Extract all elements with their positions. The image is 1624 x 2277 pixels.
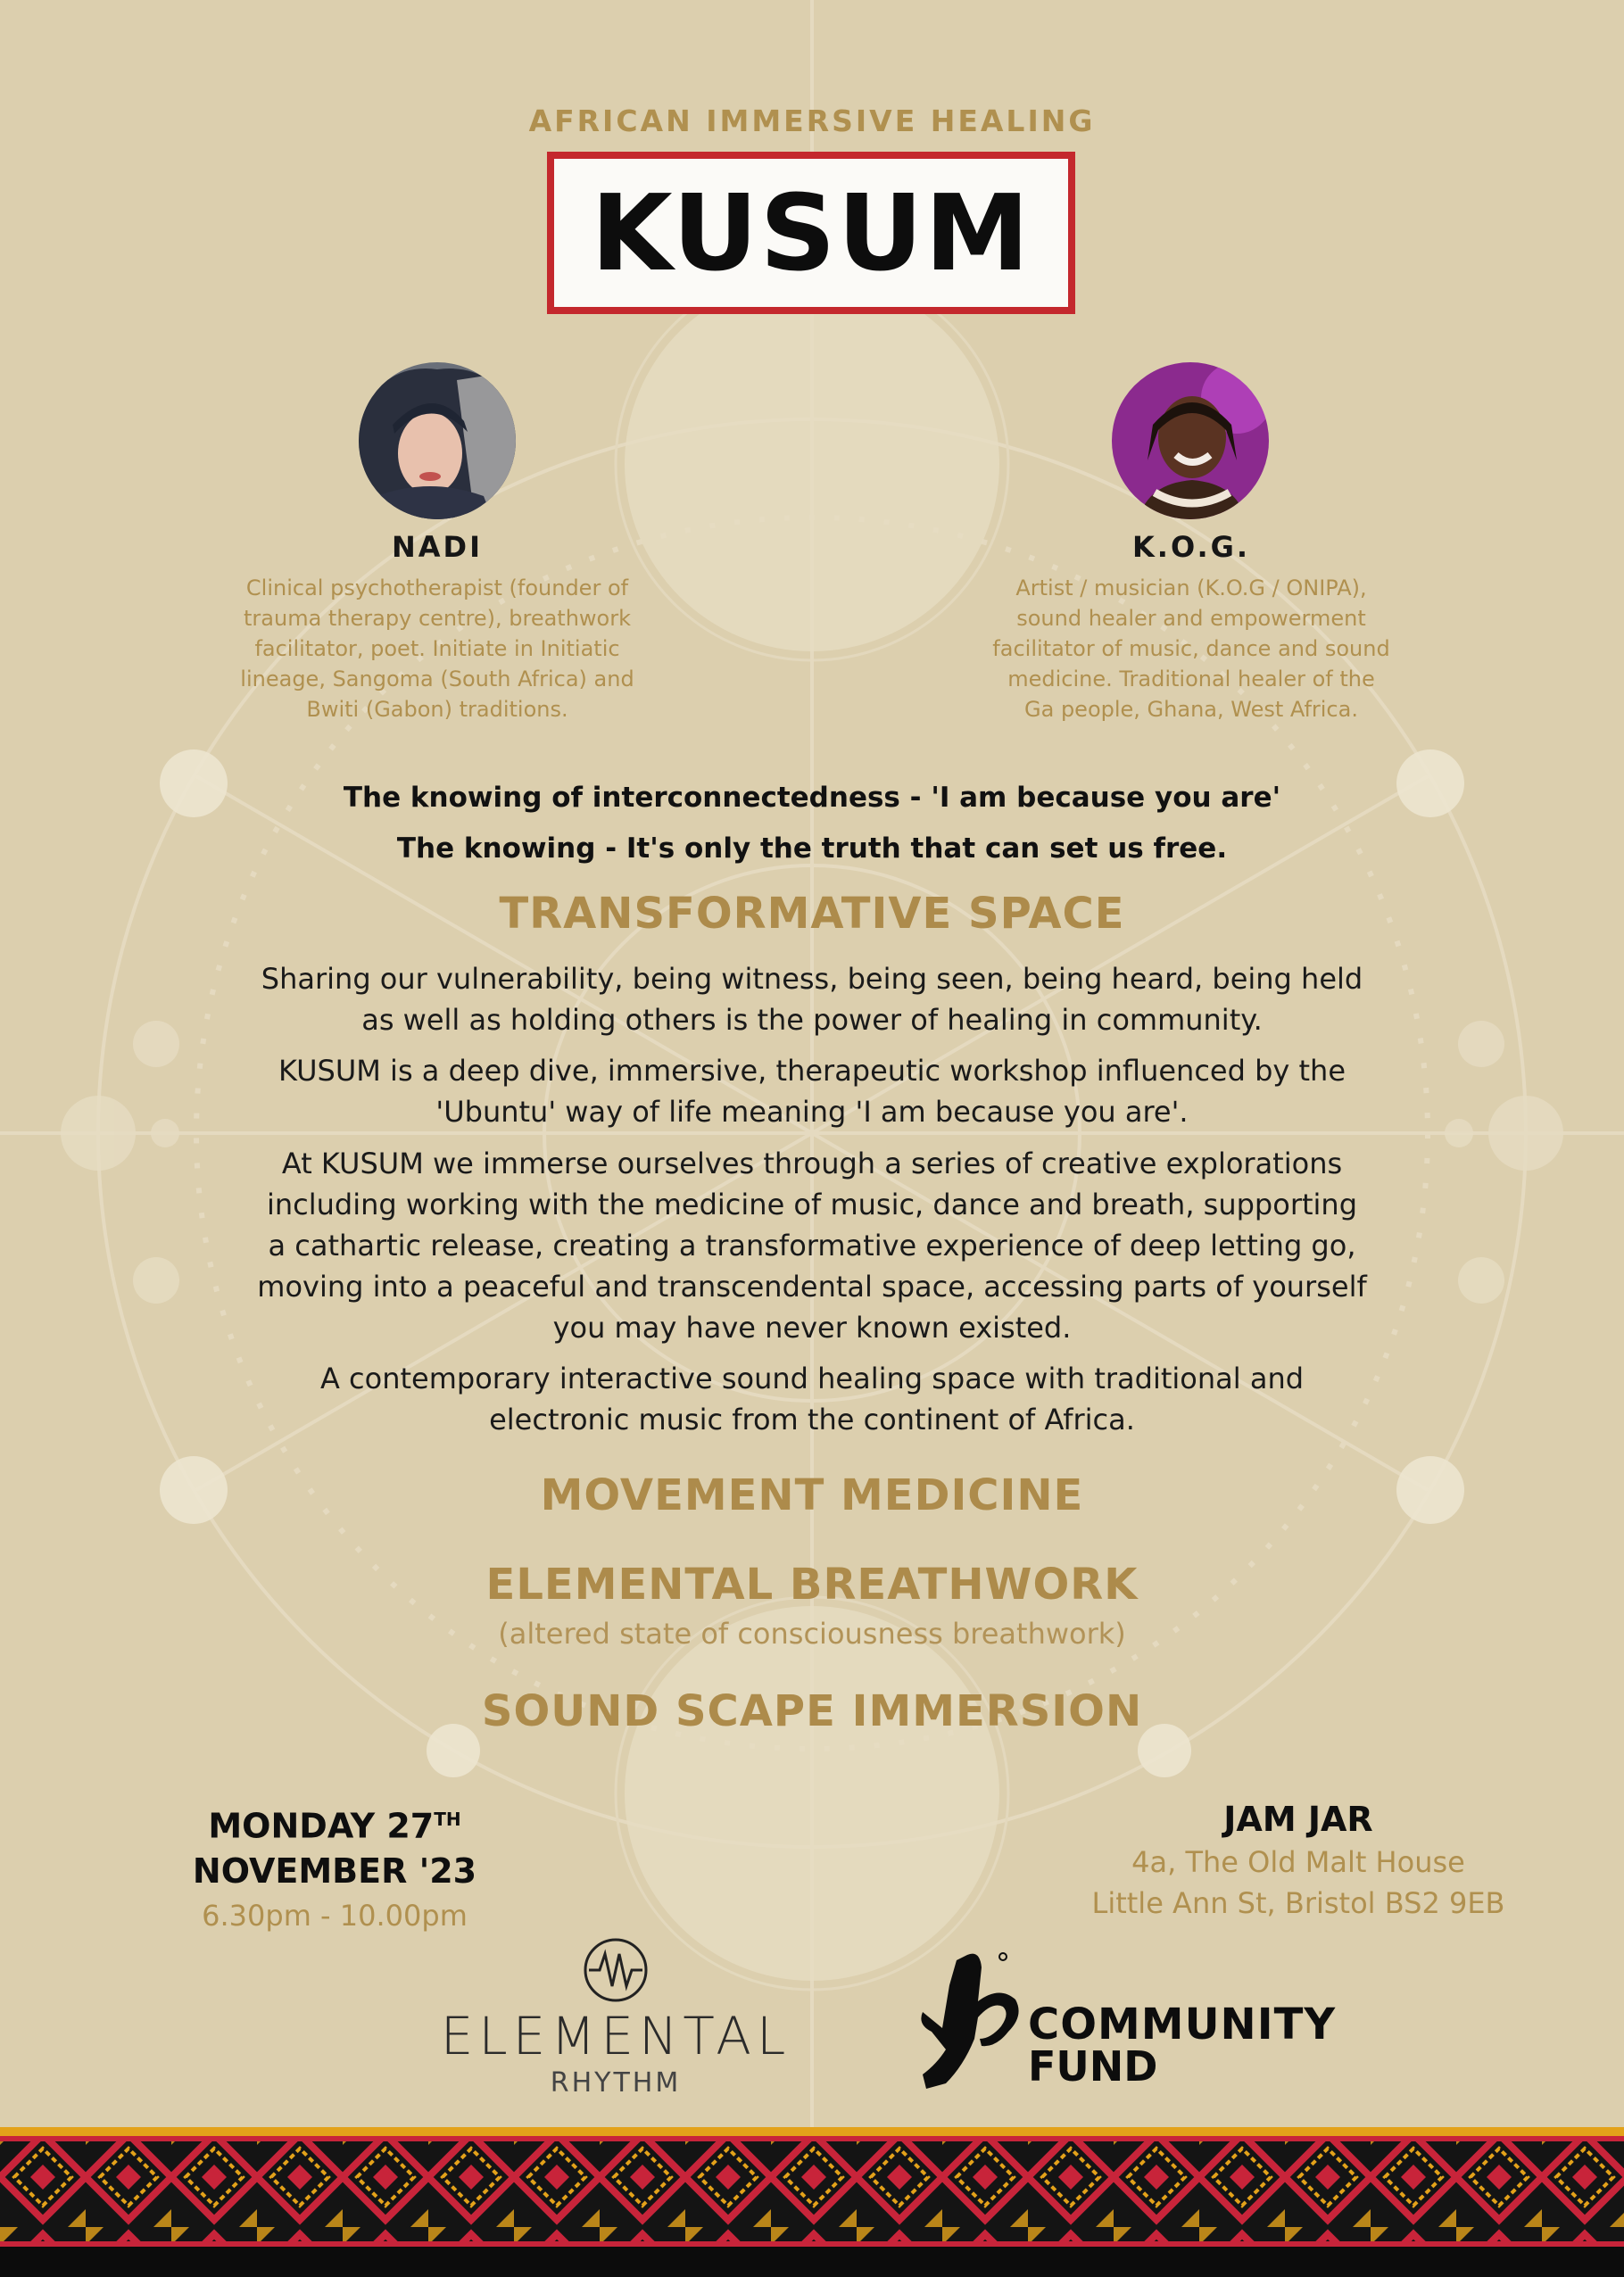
person-name-nadi: NADI <box>391 530 483 564</box>
paragraph-line: a cathartic release, creating a transformative experience of deep letting go, <box>268 1229 1356 1263</box>
paragraph-sound-healing <box>232 1358 1392 1440</box>
offering-elemental-breathwork: ELEMENTAL BREATHWORK <box>485 1560 1139 1610</box>
elemental-wave-icon <box>582 1936 650 2004</box>
bio-line: lineage, Sangoma (South Africa) and <box>240 667 634 691</box>
event-kicker: AFRICAN IMMERSIVE HEALING <box>528 104 1096 138</box>
paragraph-line: including working with the medicine of music, dance and breath, supporting <box>266 1188 1357 1221</box>
lottery-hand-icon <box>910 1950 1026 2092</box>
bio-line: sound healer and empowerment <box>1016 606 1366 631</box>
bio-line: Artist / musician (K.O.G / ONIPA), <box>1015 575 1367 600</box>
elemental-rhythm-logo <box>437 1936 794 2106</box>
event-date-line1 <box>134 1797 535 1849</box>
quote-truth: The knowing - It's only the truth that can set us free. <box>396 832 1228 865</box>
portrait-kog-image <box>1112 362 1269 519</box>
paragraph-line: as well as holding others is the power of healing in community. <box>361 1003 1263 1037</box>
event-title: KUSUM <box>591 171 1032 294</box>
elemental-logo-text: ELEMENTAL <box>440 2006 791 2066</box>
venue-block <box>1053 1797 1544 1924</box>
person-name-kog: K.O.G. <box>1131 530 1251 564</box>
title-frame <box>547 152 1075 314</box>
elemental-logo-subtext: RHYTHM <box>550 2067 682 2099</box>
community-fund-text-line2: FUND <box>1028 2042 1158 2091</box>
bio-line: Ga people, Ghana, West Africa. <box>1024 697 1358 722</box>
event-date-block <box>134 1797 535 1938</box>
paragraph-line: 'Ubuntu' way of life meaning 'I am because you are'. <box>435 1095 1189 1129</box>
bio-line: medicine. Traditional healer of the <box>1007 667 1375 691</box>
quote-interconnectedness: The knowing of interconnectedness - 'I am because you are' <box>343 782 1281 814</box>
paragraph-vulnerability <box>232 958 1392 1040</box>
paragraph-line: Sharing our vulnerability, being witness, being seen, being heard, being held <box>261 962 1363 996</box>
venue-address-line1: 4a, The Old Malt House <box>1131 1845 1465 1879</box>
paragraph-immersion <box>232 1143 1392 1348</box>
community-fund-logo <box>910 1950 1356 2092</box>
paragraph-line: A contemporary interactive sound healing space with traditional and <box>319 1362 1305 1395</box>
bio-line: Bwiti (Gabon) traditions. <box>306 697 568 722</box>
paragraph-line: you may have never known existed. <box>552 1311 1072 1345</box>
event-time: 6.30pm - 10.00pm <box>202 1898 468 1933</box>
event-date-line2: NOVEMBER '23 <box>192 1851 477 1891</box>
event-date-suffix: TH <box>434 1809 461 1830</box>
paragraph-line: electronic music from the continent of Africa. <box>489 1403 1135 1437</box>
person-bio-nadi <box>205 573 669 724</box>
section-heading-transformative-space: TRANSFORMATIVE SPACE <box>499 889 1125 939</box>
person-bio-kog <box>959 573 1423 724</box>
bio-line: facilitator, poet. Initiate in Initiatic <box>254 636 620 661</box>
avatar-nadi <box>359 362 516 519</box>
african-pattern-border <box>0 2127 1624 2277</box>
avatar-kog <box>1112 362 1269 519</box>
offering-breathwork-note: (altered state of consciousness breathwork) <box>498 1617 1126 1651</box>
portrait-nadi-image <box>359 362 516 519</box>
paragraph-line: KUSUM is a deep dive, immersive, therapeutic workshop influenced by the <box>278 1054 1346 1088</box>
venue-address-line2: Little Ann St, Bristol BS2 9EB <box>1091 1886 1505 1920</box>
offering-movement-medicine: MOVEMENT MEDICINE <box>540 1470 1084 1520</box>
paragraph-line: moving into a peaceful and transcendental space, accessing parts of yourself <box>257 1270 1367 1304</box>
paragraph-ubuntu <box>232 1050 1392 1132</box>
event-date-day: MONDAY 27 <box>208 1806 435 1846</box>
community-fund-text-line1: COMMUNITY <box>1028 2000 1337 2049</box>
offering-sound-scape-immersion: SOUND SCAPE IMMERSION <box>481 1686 1143 1736</box>
paragraph-line: At KUSUM we immerse ourselves through a series of creative explorations <box>281 1147 1343 1180</box>
bio-line: trauma therapy centre), breathwork <box>244 606 631 631</box>
venue-name: JAM JAR <box>1223 1800 1373 1839</box>
bio-line: Clinical psychotherapist (founder of <box>245 575 629 600</box>
bio-line: facilitator of music, dance and sound <box>992 636 1390 661</box>
